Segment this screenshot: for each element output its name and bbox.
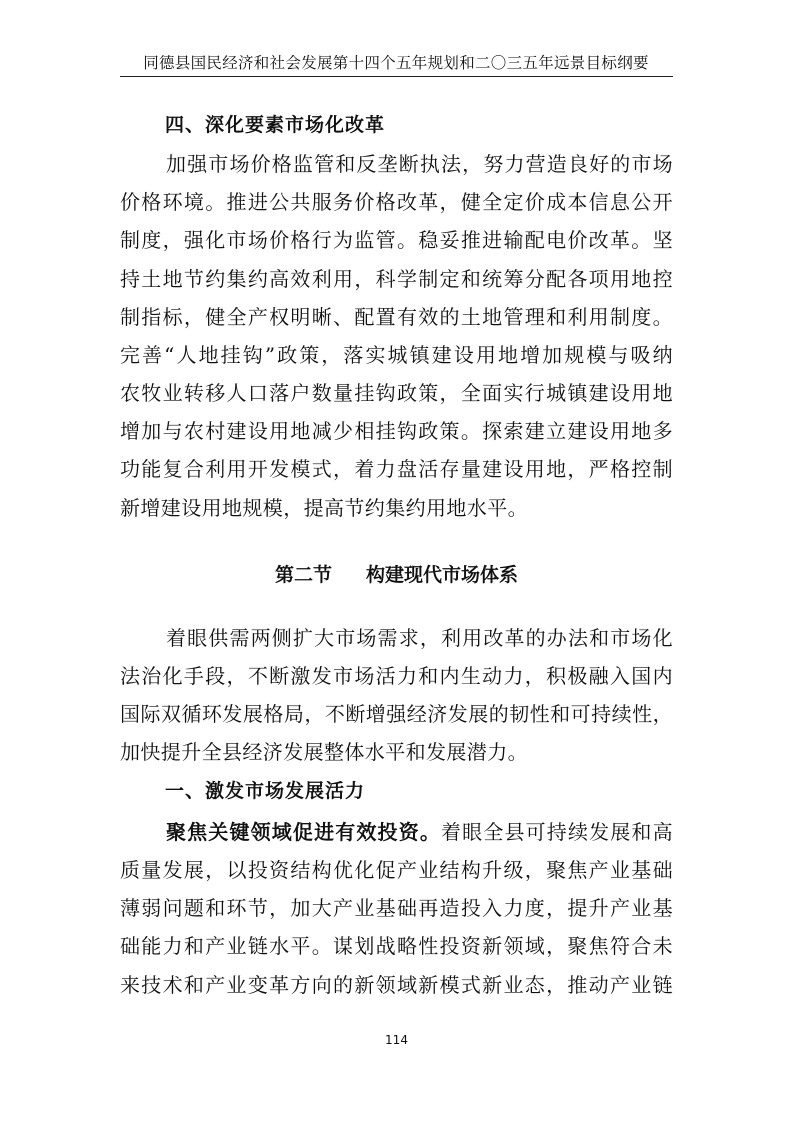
- subheading-reform: 四、深化要素市场化改革: [165, 114, 386, 136]
- subheading-market-vitality: 一、激发市场发展活力: [165, 780, 366, 802]
- paragraph-line: 础能力和产业链水平。谋划战略性投资新领域，聚焦符合未: [120, 934, 673, 958]
- paragraph-line: 制指标，健全产权明晰、配置有效的土地管理和利用制度。: [120, 305, 673, 329]
- bold-lead: 聚焦关键领域促进有效投资。: [166, 820, 442, 844]
- section-name: 构建现代市场体系: [366, 564, 519, 586]
- paragraph-line: 来技术和产业变革方向的新领域新模式新业态，推动产业链: [120, 973, 673, 997]
- paragraph-line: 新增建设用地规模，提高节约集约用地水平。: [120, 496, 528, 520]
- paragraph-line: 加强市场价格监管和反垄断执法，努力营造良好的市场: [166, 152, 673, 176]
- paragraph-line: 增加与农村建设用地减少相挂钩政策。探索建立建设用地多: [120, 419, 673, 443]
- section-number: 第二节: [274, 564, 332, 586]
- paragraph-line: 完善“人地挂钩”政策，落实城镇建设用地增加规模与吸纳: [120, 343, 673, 367]
- paragraph-line: 着眼供需两侧扩大市场需求，利用改革的办法和市场化: [166, 626, 673, 650]
- lead-text: 着眼全县可持续发展和高: [441, 820, 673, 844]
- paragraph-line: 国际双循环发展格局，不断增强经济发展的韧性和可持续性，: [120, 702, 673, 726]
- paragraph-line: 法治化手段，不断激发市场活力和内生动力，积极融入国内: [120, 664, 673, 688]
- running-header: 同德县国民经济和社会发展第十四个五年规划和二〇三五年远景目标纲要: [143, 54, 649, 72]
- header-rule: [120, 76, 673, 77]
- paragraph-line: 价格环境。推进公共服务价格改革，健全定价成本信息公开: [120, 190, 673, 214]
- paragraph-line: 制度，强化市场价格行为监管。稳妥推进输配电价改革。坚: [120, 228, 673, 252]
- paragraph-line: 功能复合利用开发模式，着力盘活存量建设用地，严格控制: [120, 457, 673, 481]
- paragraph-line: 持土地节约集约高效利用，科学制定和统筹分配各项用地控: [120, 267, 673, 291]
- section-title: [120, 560, 673, 587]
- paragraph-line: [166, 816, 673, 845]
- page-number: 114: [385, 1033, 408, 1047]
- paragraph-line: 农牧业转移人口落户数量挂钩政策，全面实行城镇建设用地: [120, 381, 673, 405]
- paragraph-line: 加快提升全县经济发展整体水平和发展潜力。: [120, 740, 528, 764]
- paragraph-line: 质量发展，以投资结构优化促产业结构升级，聚焦产业基础: [120, 858, 673, 882]
- paragraph-line: 薄弱问题和环节，加大产业基础再造投入力度，提升产业基: [120, 896, 673, 920]
